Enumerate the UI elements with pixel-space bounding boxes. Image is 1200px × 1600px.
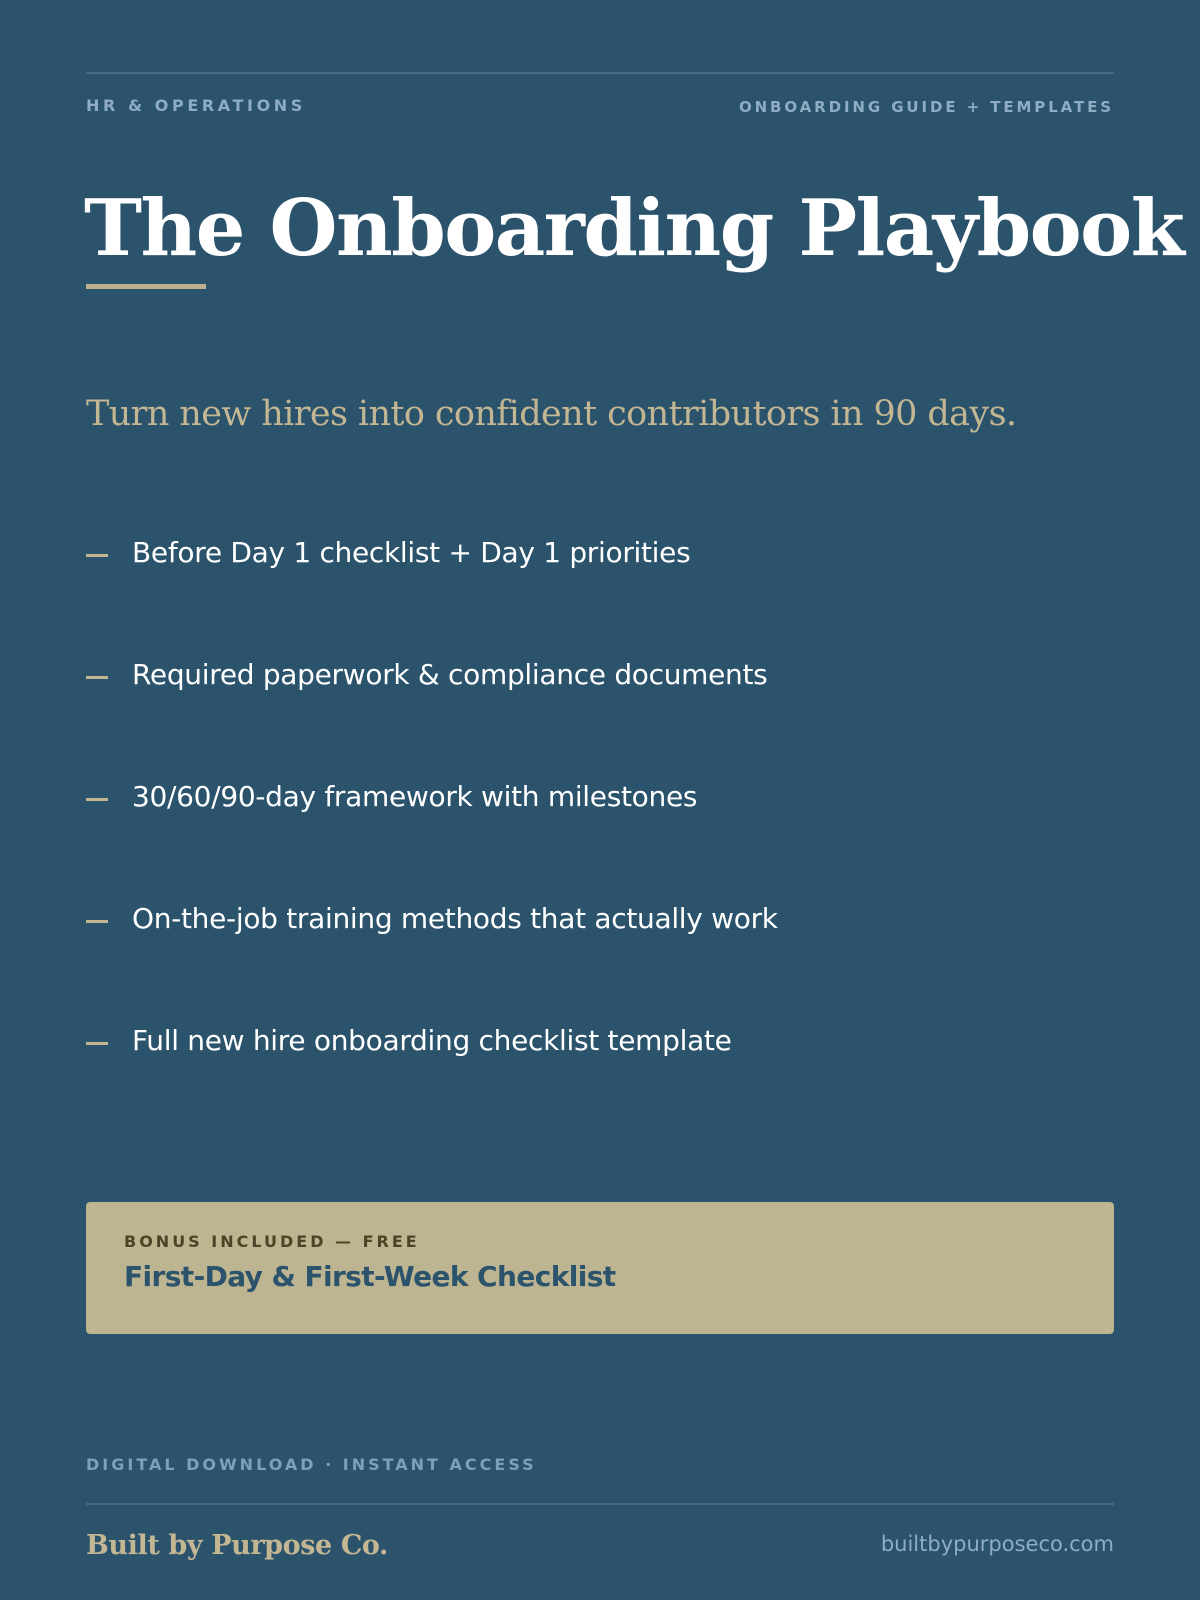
website-url: builtbypurposeco.com xyxy=(880,1532,1114,1556)
category-label: HR & OPERATIONS xyxy=(86,96,306,115)
list-item xyxy=(86,774,1114,896)
feature-list xyxy=(86,530,1114,1140)
dash-bullet-icon xyxy=(86,554,108,557)
access-label: DIGITAL DOWNLOAD · INSTANT ACCESS xyxy=(86,1455,537,1474)
bonus-kicker: BONUS INCLUDED — FREE xyxy=(124,1232,420,1251)
title-accent-bar xyxy=(86,284,206,289)
product-cover xyxy=(84,0,1184,1600)
feature-text: Full new hire onboarding checklist template xyxy=(132,1024,732,1057)
list-item xyxy=(86,1018,1114,1140)
product-type-label: ONBOARDING GUIDE + TEMPLATES xyxy=(738,98,1114,116)
page-title: The Onboarding Playbook xyxy=(84,183,1184,274)
dash-bullet-icon xyxy=(86,1042,108,1045)
list-item xyxy=(86,652,1114,774)
dash-bullet-icon xyxy=(86,798,108,801)
dash-bullet-icon xyxy=(86,920,108,923)
bonus-name: First-Day & First-Week Checklist xyxy=(124,1260,616,1293)
bottom-divider xyxy=(86,1503,1114,1505)
list-item xyxy=(86,530,1114,652)
feature-text: Required paperwork & compliance documents xyxy=(132,658,768,691)
brand-name: Built by Purpose Co. xyxy=(86,1530,389,1561)
list-item xyxy=(86,896,1114,1018)
dash-bullet-icon xyxy=(86,676,108,679)
bonus-panel xyxy=(86,1202,1114,1334)
feature-text: 30/60/90-day framework with milestones xyxy=(132,780,698,813)
feature-text: On-the-job training methods that actually work xyxy=(132,902,778,935)
feature-text: Before Day 1 checklist + Day 1 priorities xyxy=(132,536,691,569)
subtitle: Turn new hires into confident contributors in 90 days. xyxy=(86,394,1017,434)
top-divider xyxy=(86,72,1114,74)
